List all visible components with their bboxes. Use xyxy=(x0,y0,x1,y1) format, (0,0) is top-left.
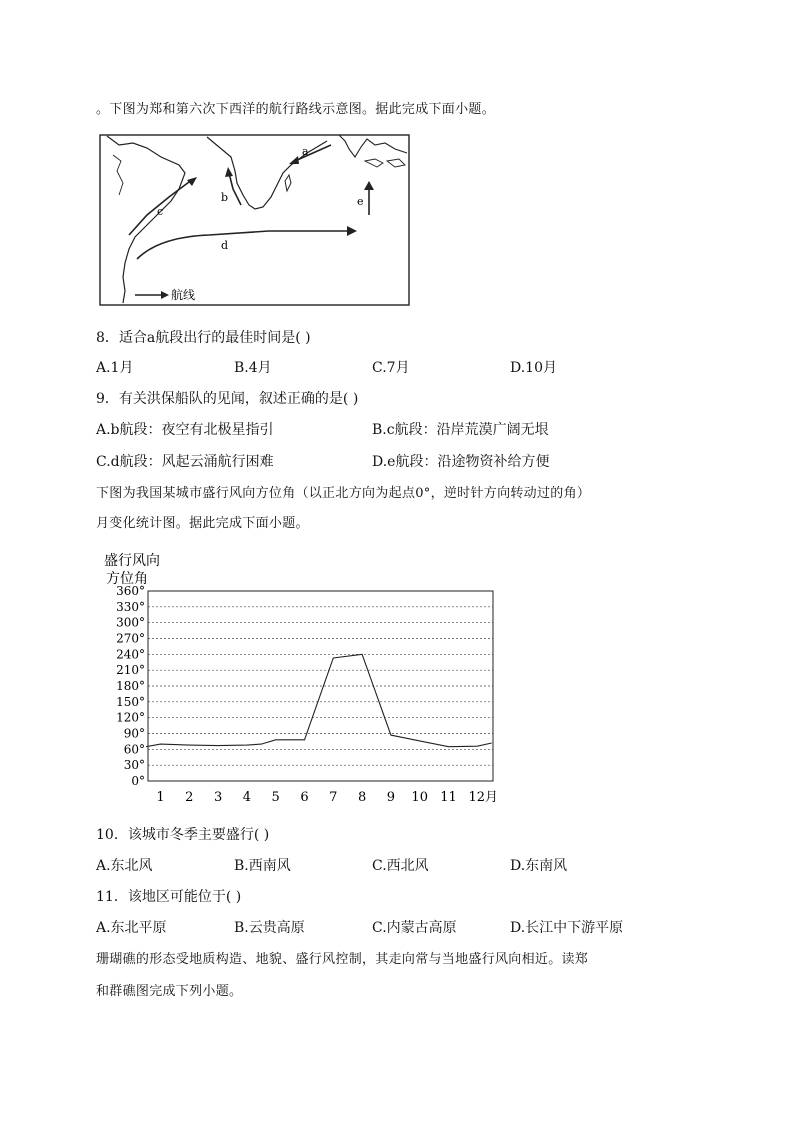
y-tick-label: 240° xyxy=(116,647,145,662)
q10-option-a[interactable]: A.东北风 xyxy=(96,858,153,874)
y-tick-label: 90° xyxy=(123,726,145,741)
q9-option-a[interactable]: A.b航段：夜空有北极星指引 xyxy=(96,422,274,438)
q10-stem: 10．该城市冬季主要盛行( ) xyxy=(96,827,270,843)
chart-ylabel-line1: 盛行风向 xyxy=(104,553,160,569)
y-tick-label: 120° xyxy=(116,710,145,725)
x-tick-label: 10 xyxy=(411,790,428,805)
q11-option-a[interactable]: A.东北平原 xyxy=(96,920,167,936)
q10-option-d[interactable]: D.东南风 xyxy=(510,858,568,874)
y-tick-label: 0° xyxy=(131,774,145,788)
q8-stem: 8．适合a航段出行的最佳时间是( ) xyxy=(96,330,311,346)
q11-option-b[interactable]: B.云贵高原 xyxy=(234,920,305,936)
legend-label: 航线 xyxy=(171,288,196,302)
x-tick-label: 6 xyxy=(300,790,309,805)
y-tick-label: 330° xyxy=(116,599,145,614)
x-tick-label: 5 xyxy=(271,790,280,805)
q9-option-c[interactable]: C.d航段：风起云涌航行困难 xyxy=(96,454,274,470)
intro-text-map: 。下图为郑和第六次下西洋的航行路线示意图。据此完成下面小题。 xyxy=(96,102,496,117)
wind-chart-svg xyxy=(96,548,506,808)
x-tick-label: 8 xyxy=(357,790,367,805)
intro-text-chart-line2: 月变化统计图。据此完成下面小题。 xyxy=(96,516,309,531)
q10-option-c[interactable]: C.西北风 xyxy=(372,858,429,874)
q9-option-b[interactable]: B.c航段：沿岸荒漠广阔无垠 xyxy=(372,422,549,438)
x-tick-label: 1 xyxy=(156,790,165,805)
q8-option-d[interactable]: D.10月 xyxy=(510,360,557,376)
route-label-e: e xyxy=(357,195,364,208)
y-tick-label: 180° xyxy=(116,679,145,693)
intro-text-chart-line1: 下图为我国某城市盛行风向方位角（以正北方向为起点0°，逆时针方向转动过的角） xyxy=(96,486,591,501)
wind-chart-figure xyxy=(96,548,506,808)
y-tick-label: 270° xyxy=(116,631,145,646)
x-tick-label: 12月 xyxy=(468,790,499,805)
route-label-c: c xyxy=(157,205,164,218)
q8-option-b[interactable]: B.4月 xyxy=(234,360,272,376)
x-tick-label: 4 xyxy=(242,790,252,805)
map-frame xyxy=(100,135,409,305)
x-tick-label: 3 xyxy=(213,790,223,805)
q10-option-b[interactable]: B.西南风 xyxy=(234,858,291,874)
x-tick-label: 11 xyxy=(440,790,457,805)
series-line xyxy=(146,654,492,746)
y-tick-label: 210° xyxy=(116,663,145,678)
y-tick-label: 300° xyxy=(116,615,145,630)
route-label-a: a xyxy=(302,145,309,158)
route-map-svg xyxy=(99,131,411,309)
x-tick-label: 7 xyxy=(329,790,338,805)
q11-option-d[interactable]: D.长江中下游平原 xyxy=(510,920,624,936)
chart-ylabel-line2: 方位角 xyxy=(106,571,148,587)
q11-stem: 11．该地区可能位于( ) xyxy=(96,889,242,905)
intro-text-reef-line2: 和群礁图完成下列小题。 xyxy=(96,984,243,999)
y-tick-label: 60° xyxy=(123,742,145,757)
x-tick-label: 2 xyxy=(185,790,194,805)
route-label-b: b xyxy=(221,191,229,204)
y-tick-label: 150° xyxy=(116,694,145,709)
y-tick-label: 30° xyxy=(123,758,145,773)
y-tick-label: 360° xyxy=(116,584,145,598)
q9-stem: 9．有关洪保船队的见闻，叙述正确的是( ) xyxy=(96,391,359,407)
q11-option-c[interactable]: C.内蒙古高原 xyxy=(372,920,457,936)
x-tick-label: 9 xyxy=(386,790,396,805)
route-map-figure xyxy=(99,131,411,309)
q8-option-a[interactable]: A.1月 xyxy=(96,360,134,376)
route-label-d: d xyxy=(221,239,229,252)
intro-text-reef-line1: 珊瑚礁的形态受地质构造、地貌、盛行风控制，其走向常与当地盛行风向相近。读郑 xyxy=(96,952,589,967)
q8-option-c[interactable]: C.7月 xyxy=(372,360,410,376)
q9-option-d[interactable]: D.e航段：沿途物资补给方便 xyxy=(372,454,550,470)
